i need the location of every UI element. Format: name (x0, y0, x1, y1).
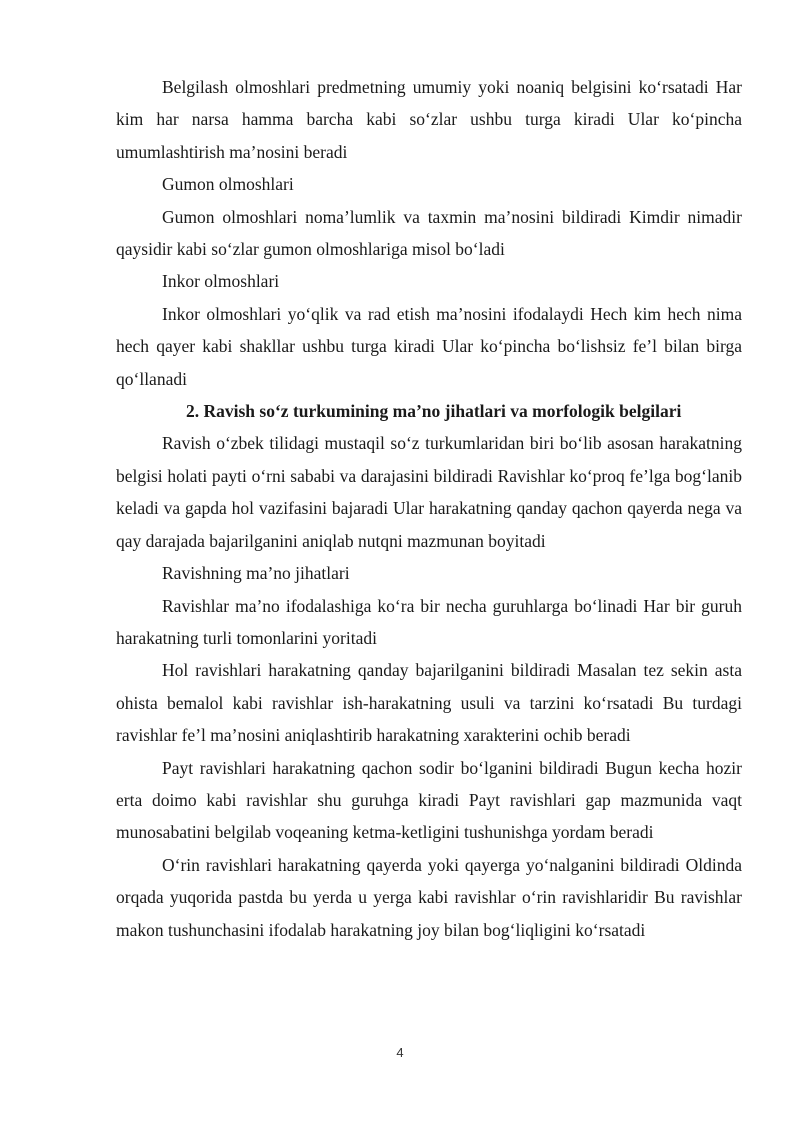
page-content (116, 71, 742, 946)
subheading-ravish-mano: Ravishning ma’no jihatlari (162, 563, 350, 584)
subheading-inkor: Inkor olmoshlari (162, 271, 280, 292)
paragraph-ravish-intro: Ravish o‘zbek tilidagi mustaqil so‘z turkumlaridan biri bo‘lib asosan harakatning belgisi holati payti o‘rni sababi va darajasini bildiradi Ravishlar ko‘proq fe’lga bog‘lanib keladi va gapda hol vazifasini bajaradi Ular harakatning qanday qachon qayerda nega va qay darajada bajarilganini aniqlab nutqni mazmunan boyitadi (116, 433, 742, 551)
section-heading: 2. Ravish so‘z turkumining ma’no jihatlari va morfologik belgilari (186, 401, 682, 422)
page-number: 4 (396, 1045, 404, 1060)
paragraph-gumon: Gumon olmoshlari noma’lumlik va taxmin ma’nosini bildiradi Kimdir nimadir qaysidir kabi so‘zlar gumon olmoshlariga misol bo‘ladi (116, 206, 742, 260)
subheading-gumon: Gumon olmoshlari (162, 174, 294, 195)
paragraph-hol: Hol ravishlari harakatning qanday bajarilganini bildiradi Masalan tez sekin asta ohista bemalol kabi ravishlar ish-harakatning usuli va tarzini ko‘rsatadi Bu turdagi ravishlar fe’l ma’nosini aniqlashtirib harakatning xarakterini ochib beradi (116, 660, 742, 746)
paragraph-belgilash: Belgilash olmoshlari predmetning umumiy yoki noaniq belgisini ko‘rsatadi Har kim har narsa hamma barcha kabi so‘zlar ushbu turga kiradi Ular ko‘pincha umumlashtirish ma’nosini beradi (116, 77, 742, 162)
paragraph-ravish-groups: Ravishlar ma’no ifodalashiga ko‘ra bir necha guruhlarga bo‘linadi Har bir guruh harakatning turli tomonlarini yoritadi (116, 595, 742, 648)
paragraph-payt: Payt ravishlari harakatning qachon sodir bo‘lganini bildiradi Bugun kecha hozir erta doimo kabi ravishlar shu guruhga kiradi Payt ravishlari gap mazmunida vaqt munosabatini belgilab voqeaning ketma-ketligini tushunishga yordam beradi (116, 757, 742, 843)
paragraph-orin: O‘rin ravishlari harakatning qayerda yoki qayerga yo‘nalganini bildiradi Oldinda orqada yuqorida pastda bu yerda u yerga kabi ravishlar o‘rin ravishlaridir Bu ravishlar makon tushunchasini ifodalab harakatning joy bilan bog‘liqligini ko‘rsatadi (116, 854, 742, 940)
paragraph-inkor: Inkor olmoshlari yo‘qlik va rad etish ma’nosini ifodalaydi Hech kim hech nima hech qayer kabi shakllar ushbu turga kiradi Ular ko‘pincha bo‘lishsiz fe’l bilan birga qo‘llanadi (116, 303, 742, 389)
